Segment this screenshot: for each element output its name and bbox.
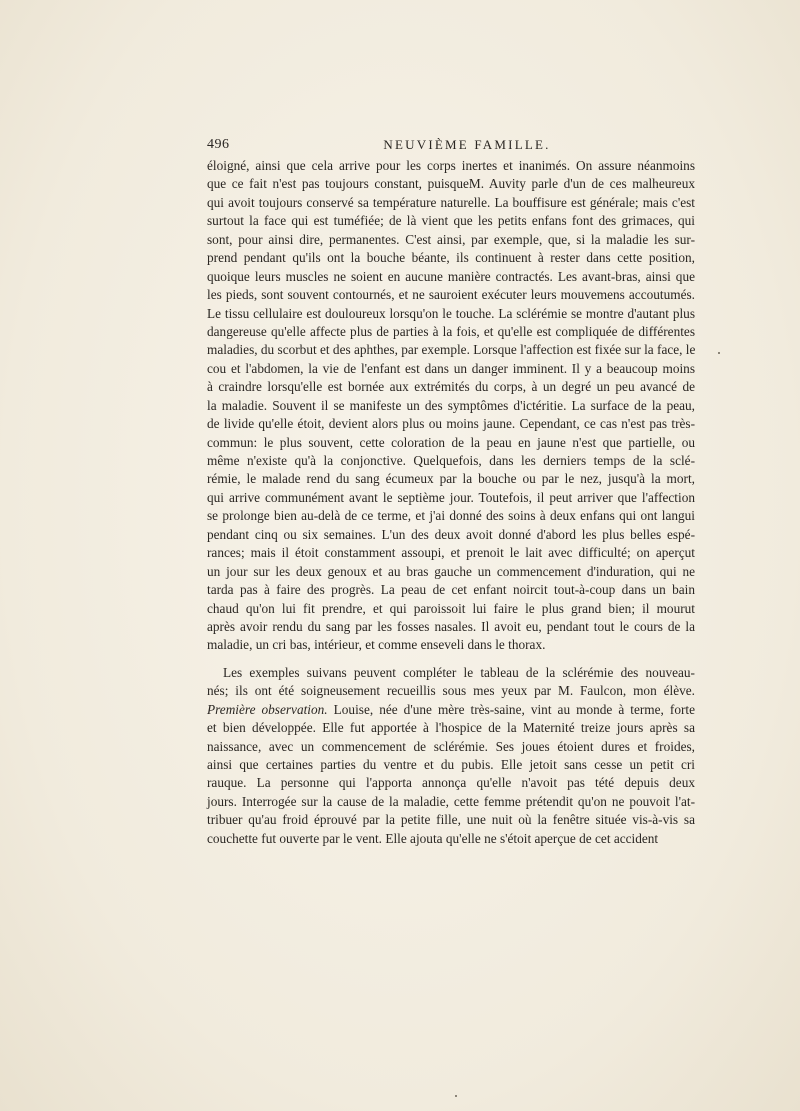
text-line: chaud qu'on lui fit prendre, et qui paroissoit lui faire le plus grand bien; il mourut xyxy=(207,600,695,616)
text-line: les pieds, sont souvent contournés, et ne sauroient exécuter leurs mouvemens accoutumés. xyxy=(207,287,695,303)
observation-label: Première observation. xyxy=(207,701,328,717)
text-line: Le tissu cellulaire est douloureux lorsqu'on le touche. La sclérémie se montre d'autant plus xyxy=(207,305,695,321)
text-line: après avoir rendu du sang par les fosses nasales. Il avoit eu, pendant tout le cours de la xyxy=(207,618,695,634)
text-line: nés; ils ont été soigneusement recueillis sous mes yeux par M. Faulcon, mon élève. xyxy=(207,683,695,699)
text-line: qui arrive communément avant le septième jour. Toutefois, il peut arriver que l'affection xyxy=(207,489,695,505)
text-line: à craindre lorsqu'elle est bornée aux extrémités du corps, à un degré un peu avancé de xyxy=(207,379,695,395)
text-line: jours. Interrogée sur la cause de la maladie, cette femme prétendit qu'on ne pouvoit l'at- xyxy=(207,793,695,809)
text-line: naissance, avec un commencement de sclérémie. Ses joues étoient dures et froides, xyxy=(207,738,695,754)
text-line: tribuer qu'au froid éprouvé par la petite fille, une nuit où la fenêtre située vis-à-vis sa xyxy=(207,812,695,828)
page-header xyxy=(207,137,695,157)
text-line: que ce fait n'est pas toujours constant, puisqueM. Auvity parle d'un de ces malheureux xyxy=(207,176,695,192)
observation-text: Louise, née d'une mère très-saine, vint au monde à terme, forte xyxy=(327,701,695,717)
text-line: commun: le plus souvent, cette coloration de la peau en jaune n'est que partielle, ou xyxy=(207,434,695,450)
text-line: ainsi que certaines parties du ventre et du pubis. Elle jetoit sans cesse un petit cri xyxy=(207,757,695,772)
running-head: NEUVIÈME FAMILLE. xyxy=(383,137,551,152)
text-line: qui avoit toujours conservé sa température naturelle. La bouffisure est générale; mais c'est xyxy=(207,194,695,210)
paper-speck xyxy=(718,352,720,354)
text-line: surtout la face qui est tuméfiée; de là vient que les petits enfans font des grimaces, qui xyxy=(207,213,695,229)
text-line xyxy=(207,701,695,719)
text-line: maladie, un cri bas, intérieur, et comme enseveli dans le thorax. xyxy=(207,637,546,653)
text-line: sont, pour ainsi dire, permanentes. C'est ainsi, par exemple, que, si la maladie les sur- xyxy=(207,231,695,247)
text-line: quoique leurs muscles ne soient en aucune manière contractés. Les avant-bras, ainsi que xyxy=(207,268,695,284)
text-line: la maladie. Souvent il se manifeste un des symptômes d'ictéritie. La surface de la peau, xyxy=(207,397,695,413)
paragraph-1 xyxy=(207,157,695,655)
body-text xyxy=(207,157,695,848)
text-line: éloigné, ainsi que cela arrive pour les corps inertes et inanimés. On assure néanmoins xyxy=(207,158,695,173)
text-line: maladies, du scorbut et des aphthes, par exemple. Lorsque l'affection est fixée sur la face, le xyxy=(207,342,696,358)
text-line: rémie, le malade rend du sang écumeux par la bouche ou par le nez, jusqu'à la mort, xyxy=(207,471,695,487)
text-line: pendant cinq ou six semaines. L'un des deux avoit donné d'abord les plus belles espé- xyxy=(207,526,695,542)
text-line: prend pendant qu'ils ont la bouche béante, ils continuent à rester dans cette position, xyxy=(207,250,695,266)
text-line: tarda pas à faire des progrès. La peau de cet enfant noircit tout-à-coup dans un bain xyxy=(207,582,695,598)
paragraph-2 xyxy=(207,664,695,848)
page-number: 496 xyxy=(207,137,230,152)
text-line: et bien développée. Elle fut apportée à l'hospice de la Maternité treize jours après sa xyxy=(207,720,695,736)
text-line: cou et l'abdomen, la vie de l'enfant est dans un danger imminent. Il y a beaucoup moins xyxy=(207,360,695,376)
paper-speck xyxy=(455,1095,457,1097)
text-line: couchette fut ouverte par le vent. Elle ajouta qu'elle ne s'étoit aperçue de cet accident xyxy=(207,830,659,846)
text-line: un jour sur les deux genoux et au bras gauche un commencement d'induration, qui ne xyxy=(207,563,695,579)
text-line: dangereuse qu'elle affecte plus de parties à la fois, et qu'elle est compliquée de différentes xyxy=(207,323,695,339)
text-line: même n'existe qu'à la conjonctive. Quelquefois, dans les derniers temps de la sclé- xyxy=(207,453,695,468)
text-line: rauque. La personne qui l'apporta annonça qu'elle n'avoit pas tété depuis deux xyxy=(207,775,695,791)
text-line: rances; mais il étoit constamment assoupi, et prenoit le lait avec difficulté; on aperçut xyxy=(207,545,695,561)
text-line: de livide qu'elle étoit, devient alors plus ou moins jaune. Cependant, ce cas n'est pas très- xyxy=(207,416,695,432)
text-line: se prolonge bien au-delà de ce terme, et j'ai donné des soins à deux enfans qui ont langui xyxy=(207,508,695,524)
text-line: Les exemples suivans peuvent compléter le tableau de la sclérémie des nouveau- xyxy=(223,664,695,680)
